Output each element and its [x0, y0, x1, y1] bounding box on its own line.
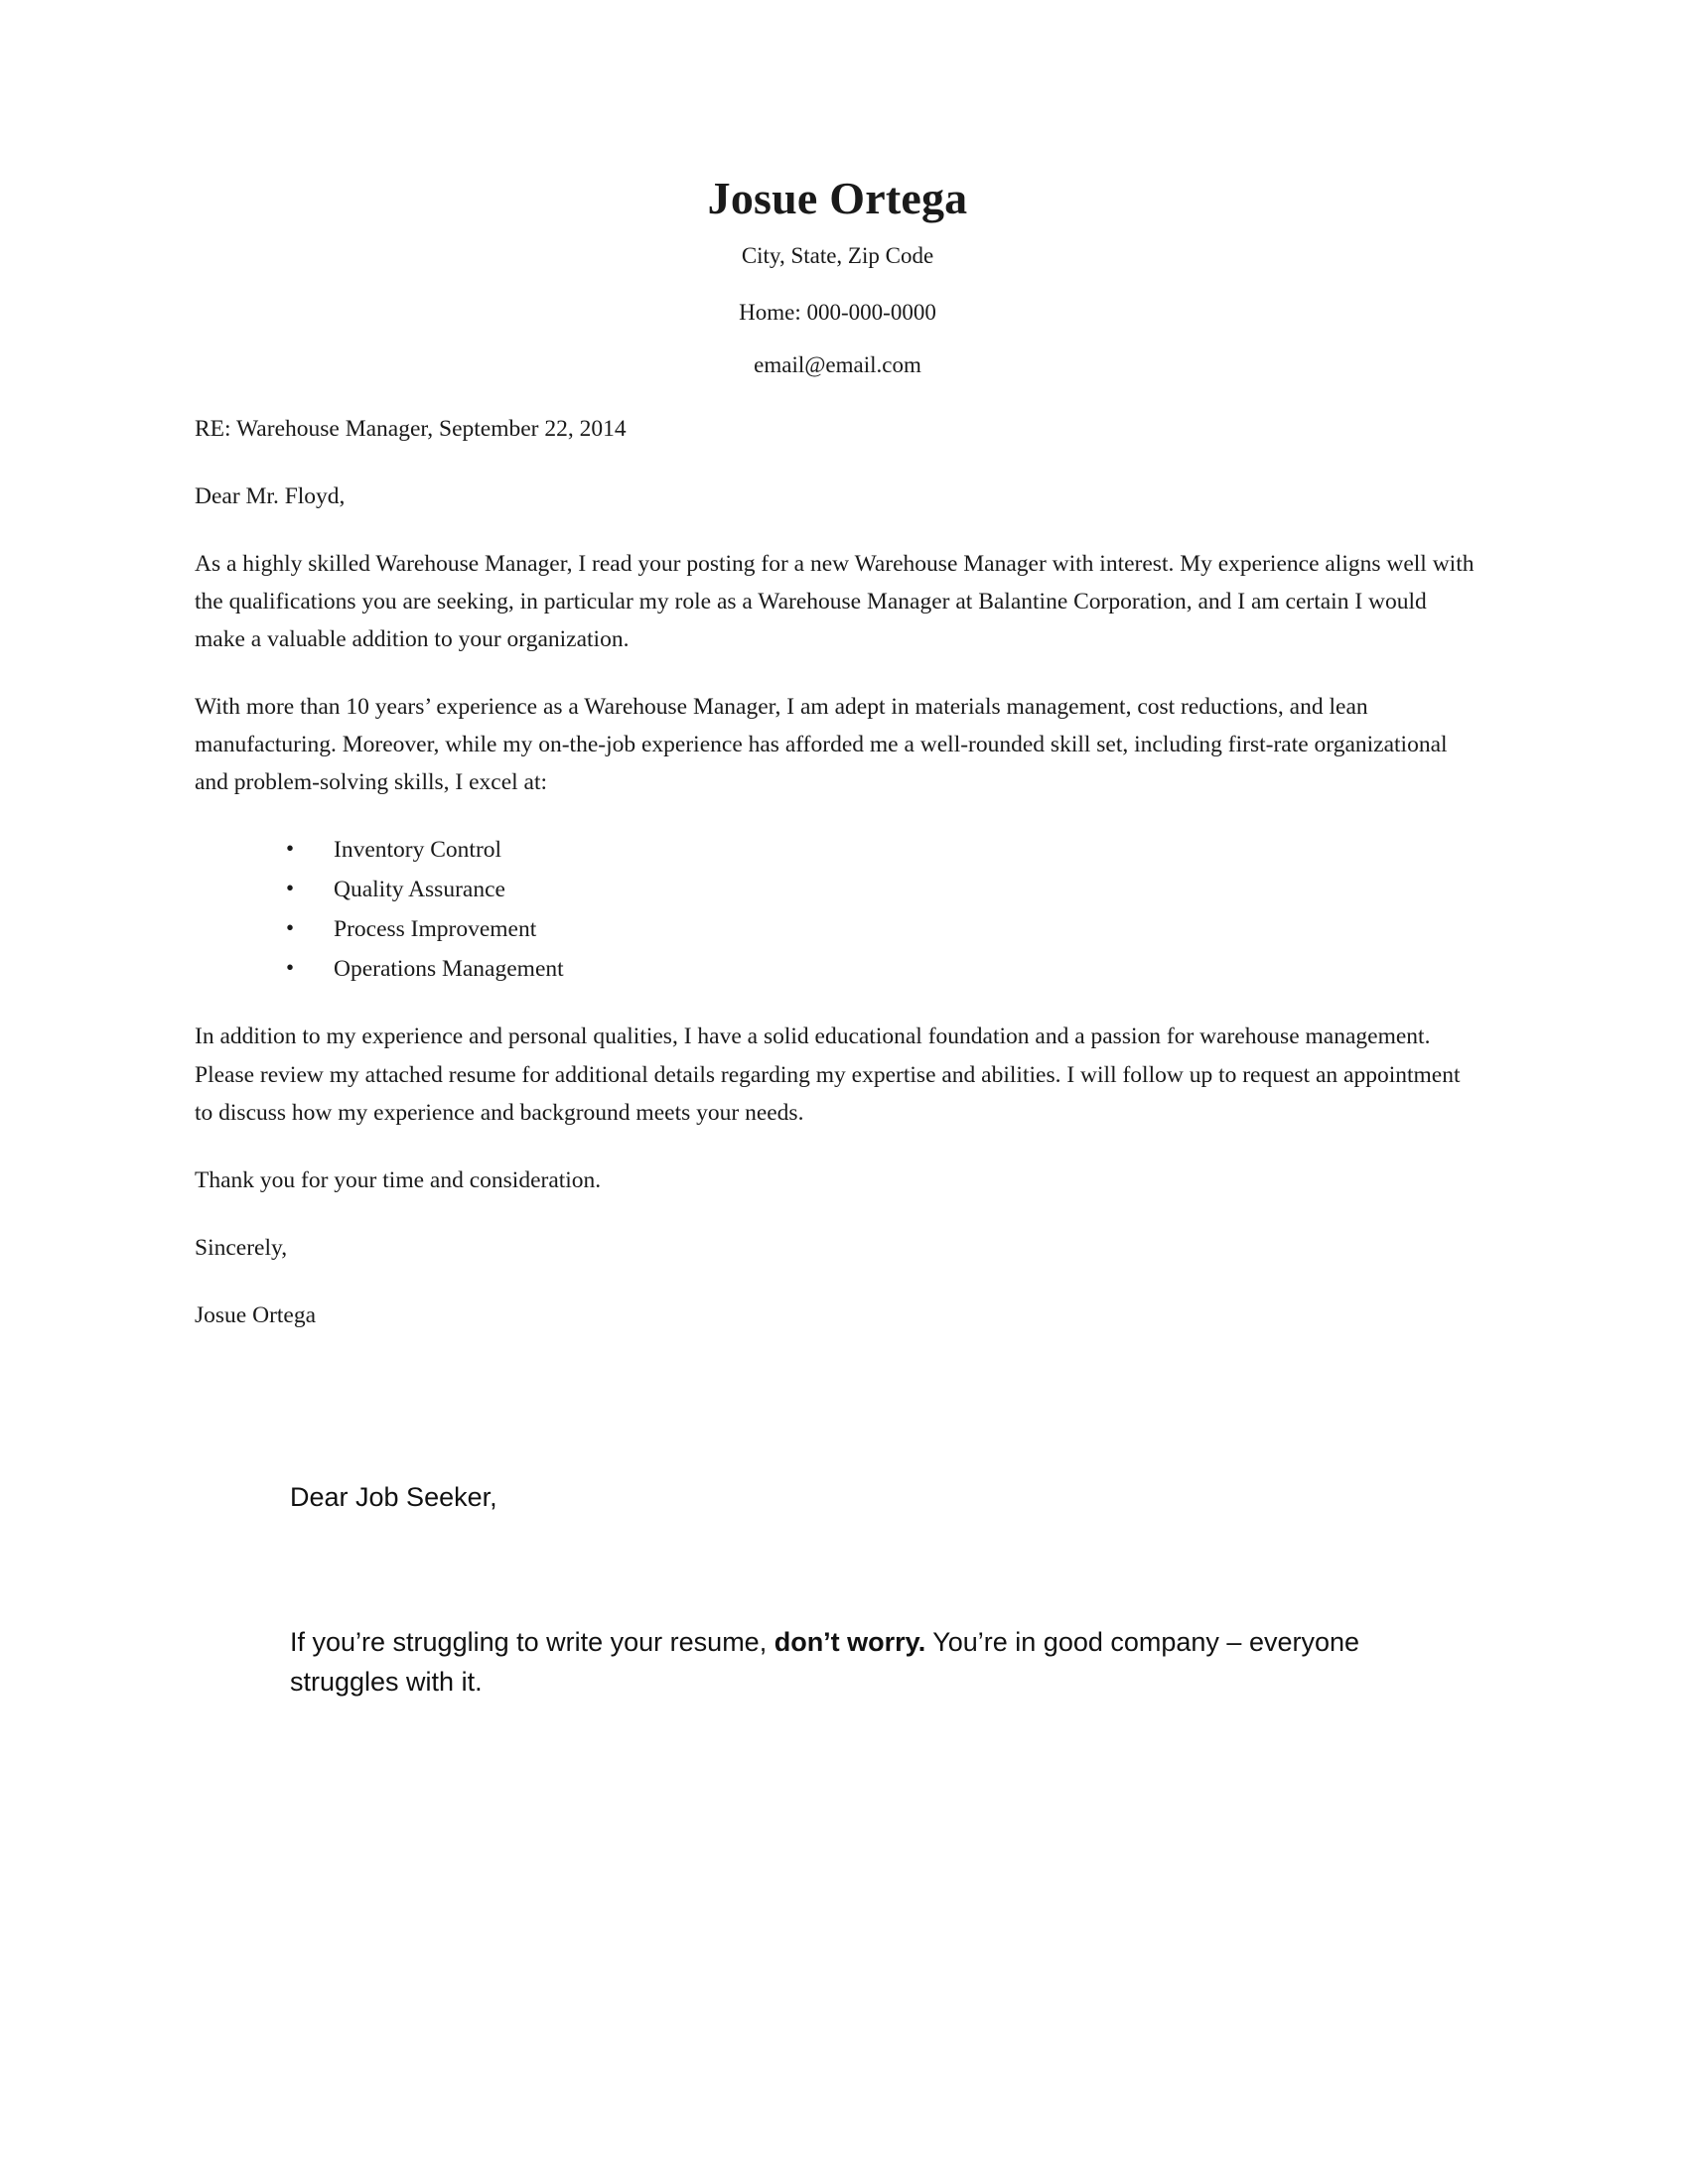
list-item: • Operations Management — [286, 950, 1480, 988]
subject-line: RE: Warehouse Manager, September 22, 2014 — [195, 415, 627, 442]
list-item: • Process Improvement — [286, 910, 1480, 948]
paragraph-intro: As a highly skilled Warehouse Manager, I read your posting for a new Warehouse Manager with interest. My experience aligns well with the qualifications you are seeking, in particular my role as a Warehouse Manager at Balantine Corporation, and I am certain I would make a valuable addition to your organization. — [195, 550, 1475, 652]
paragraph-experience: With more than 10 years’ experience as a Warehouse Manager, I am adept in materials management, cost reductions, and lean manufacturing. Moreover, while my on-the-job experience has afforded me a well-rounded skill set, including first-rate organizational and problem-solving skills, I excel at: — [195, 694, 1448, 796]
sign-off: Sincerely, — [195, 1234, 288, 1261]
paragraph-closing: In addition to my experience and personal qualities, I have a solid educational foundation and a passion for warehouse management. Please review my attached resume for additional details regarding my expertise and abilities. I will follow up to request an appointment to discuss how my experience and background meets your needs. — [195, 1024, 1461, 1126]
promo-greeting: Dear Job Seeker, — [290, 1482, 497, 1512]
contact-email: email@email.com — [754, 351, 921, 377]
signature-name: Josue Ortega — [195, 1301, 317, 1328]
letter-header — [195, 174, 1480, 380]
thanks-line: Thank you for your time and consideration. — [195, 1166, 602, 1193]
cover-letter-body — [195, 174, 1480, 1342]
promo-body-emphasis: don’t worry. — [774, 1626, 926, 1657]
contact-phone: Home: 000-000-0000 — [739, 299, 936, 325]
list-item: • Quality Assurance — [286, 871, 1480, 908]
promo-body-tail: You’re in good company – everyone struggles with it. — [290, 1626, 1360, 1698]
promo-overlay — [290, 1479, 1412, 1703]
page-title: Josue Ortega — [707, 173, 968, 223]
promo-body — [290, 1622, 1412, 1703]
list-item: • Inventory Control — [286, 831, 1480, 869]
skills-list — [195, 831, 1480, 988]
contact-address: City, State, Zip Code — [741, 242, 934, 268]
salutation: Dear Mr. Floyd, — [195, 482, 346, 509]
promo-body-lead: If you’re struggling to write your resume, — [290, 1626, 774, 1657]
